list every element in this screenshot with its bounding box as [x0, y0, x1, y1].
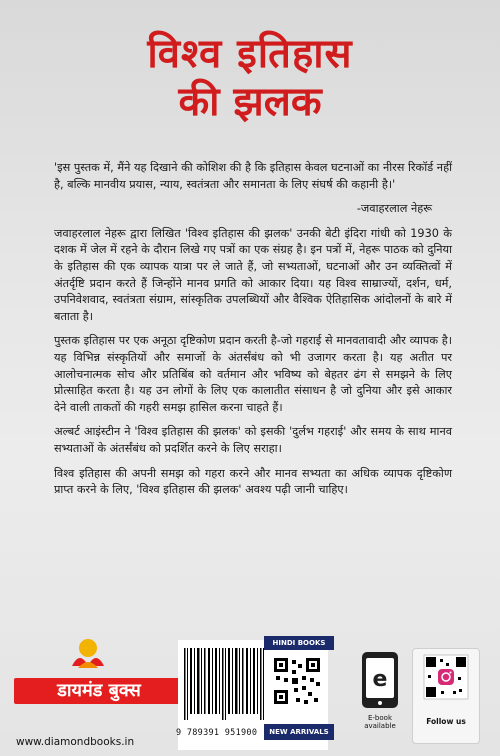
follow-us-badge[interactable]: [412, 648, 480, 744]
lotus-logo-icon: [68, 636, 108, 672]
ebook-icon: [352, 648, 408, 712]
paragraph-2: पुस्तक इतिहास पर एक अनूठा दृष्टिकोण प्रदान करती है-जो गहराई से मानवतावादी और व्यापक है। यह विभिन्न संस्कृतियों और समाजों के अंतर्संबंध को भी उजागर करता है। यह अतीत पर आलोचनात्मक सोच और प्रतिबिंब को वर्तमान और भविष्य को बेहतर ढंग से समझने के लिए प्रोत्साहित करता है। यह उन लोगों के लिए एक कालातीत संसाधन है जो दुनिया और इसे आकार देने वाली ताकतों की गहरी समझ हासिल करना चाहते हैं।: [54, 334, 452, 414]
paragraph-3: अल्बर्ट आइंस्टीन ने 'विश्व इतिहास की झलक' को इसकी 'दुर्लभ गहराई' और समय के साथ मानव सभ्यताओं के अंतर्संबंध को प्रदर्शित करने के लिए सराहा।: [54, 425, 452, 455]
svg-text:e: e: [372, 667, 388, 692]
footer: [0, 628, 500, 756]
isbn-barcode: [182, 646, 266, 726]
new-arrivals-label: NEW ARRIVALS: [264, 724, 334, 740]
paragraph-4: विश्व इतिहास की अपनी समझ को गहरा करने और मानव सभ्यता का अधिक व्यापक दृष्टिकोण प्राप्त करने के लिए, 'विश्व इतिहास की झलक' अवश्य पढ़ी जानी चाहिए।: [54, 466, 452, 497]
paragraph-1: जवाहरलाल नेहरू द्वारा लिखित 'विश्व इतिहास की झलक' उनकी बेटी इंदिरा गांधी को 1930 के दशक में जेल में रहने के दौरान लिखे गए पत्रों का एक संग्रह है। इन पत्रों में, नेहरू पाठक को दुनिया के इतिहास की एक व्यापक यात्रा पर ले जाते हैं, जो सभ्यताओं, घटनाओं और उन व्यक्तित्वों में अंतर्दृष्टि प्रदान करते हैं जिन्होंने मानव प्रगति को आकार दिया। यह विश्व साम्राज्यों, दर्शन, धर्म, उपनिवेशवाद, स्वतंत्रता संग्राम, सांस्कृतिक उपलब्धियों और वैश्विक ऐतिहासिक आंदोलनों के बारे में बताता है।: [54, 226, 452, 323]
title-line-1: विश्व इतिहास: [147, 31, 353, 77]
ebook-badge[interactable]: [352, 648, 408, 742]
instagram-icon: [413, 649, 479, 715]
title-line-2: की झलक: [178, 79, 322, 125]
publisher-website[interactable]: www.diamondbooks.in: [16, 736, 135, 748]
publisher-brand: डायमंड बुक्स: [14, 678, 184, 704]
qr-code[interactable]: [268, 650, 326, 718]
quote-text: 'इस पुस्तक में, मैंने यह दिखाने की कोशिश की है कि इतिहास केवल घटनाओं का नीरस रिकॉर्ड नहीं है, बल्कि मानवीय प्रयास, न्याय, स्वतंत्रता और समानता के लिए संघर्ष की कहानी है।': [54, 161, 452, 191]
follow-caption: Follow us: [426, 717, 466, 726]
qr-code-icon: [272, 656, 322, 706]
quote-author: -जवाहरलाल नेहरू: [356, 202, 432, 216]
back-cover-text: [54, 160, 452, 507]
ebook-caption: E-book available: [364, 714, 396, 730]
isbn-digits: 9 789391 951900: [176, 728, 258, 738]
hindi-books-label: HINDI BOOKS: [264, 636, 334, 650]
publisher-logo: [14, 636, 174, 746]
book-title: [0, 30, 500, 126]
